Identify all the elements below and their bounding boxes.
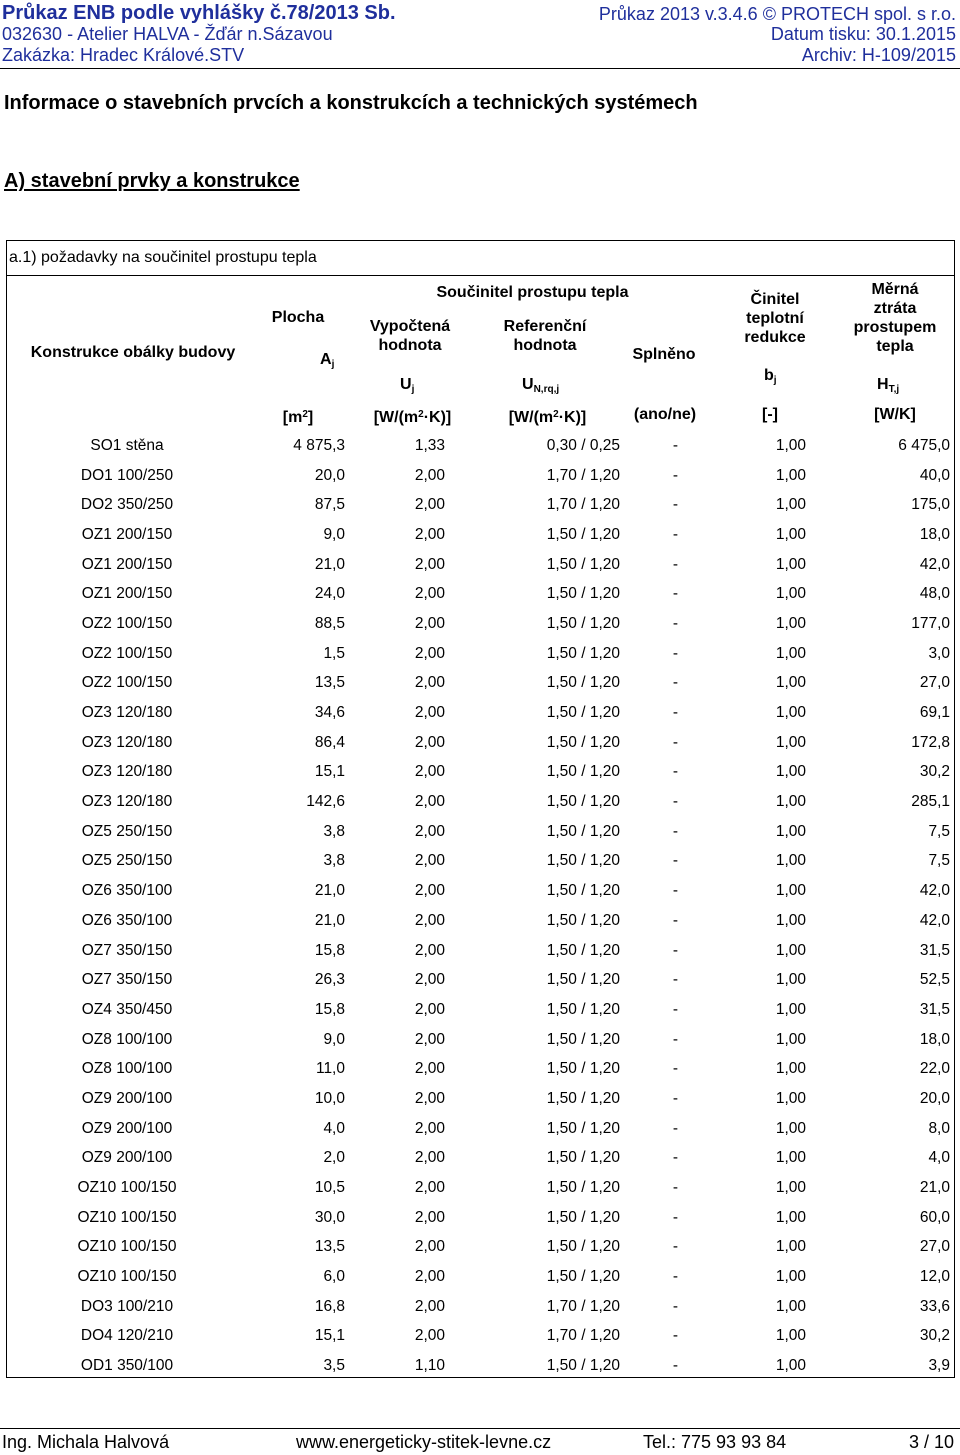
u-ref-cell: 1,50 / 1,20 — [546, 911, 620, 929]
area-cell: 9,0 — [323, 1030, 345, 1048]
area-cell: 13,5 — [314, 674, 345, 692]
loss-cell: 7,5 — [928, 852, 950, 870]
construction-cell: OZ6 350/100 — [81, 882, 173, 900]
area-cell: 26,3 — [314, 971, 345, 989]
table-row — [7, 817, 954, 847]
area-cell: 21,0 — [314, 555, 345, 573]
construction-cell: OD1 350/100 — [80, 1357, 174, 1375]
area-cell: 3,8 — [323, 852, 345, 870]
area-cell: 15,8 — [314, 1000, 345, 1018]
reduction-cell: 1,00 — [775, 733, 806, 751]
col-fulfilled: Splněno — [632, 346, 696, 363]
construction-cell: OZ6 350/100 — [81, 911, 173, 929]
unit-reduction: [-] — [762, 406, 778, 423]
u-calc-cell: 2,00 — [414, 1000, 445, 1018]
u-calc-cell: 2,00 — [414, 911, 445, 929]
area-cell: 2,0 — [323, 1149, 345, 1167]
u-ref-cell: 1,50 / 1,20 — [546, 1060, 620, 1078]
fulfilled-cell: - — [672, 614, 678, 632]
area-cell: 15,8 — [314, 941, 345, 959]
area-cell: 21,0 — [314, 882, 345, 900]
u-calc-cell: 2,00 — [414, 1089, 445, 1107]
area-cell: 86,4 — [314, 733, 345, 751]
fulfilled-cell: - — [672, 1238, 678, 1256]
construction-cell: OZ8 100/100 — [81, 1060, 173, 1078]
reduction-cell: 1,00 — [775, 763, 806, 781]
table-row — [7, 579, 954, 609]
construction-cell: DO2 350/250 — [80, 496, 174, 514]
reduction-cell: 1,00 — [775, 525, 806, 543]
fulfilled-cell: - — [672, 674, 678, 692]
reduction-cell: 1,00 — [775, 971, 806, 989]
archive-number: Archiv: H-109/2015 — [801, 45, 956, 65]
table-row — [7, 906, 954, 936]
construction-cell: OZ7 350/150 — [81, 971, 173, 989]
area-cell: 34,6 — [314, 704, 345, 722]
u-ref-cell: 1,50 / 1,20 — [546, 822, 620, 840]
fulfilled-cell: - — [672, 1327, 678, 1345]
area-cell: 10,5 — [314, 1179, 345, 1197]
unit-fulfilled: (ano/ne) — [633, 406, 697, 423]
area-cell: 16,8 — [314, 1297, 345, 1315]
area-cell: 4 875,3 — [293, 436, 345, 454]
construction-cell: OZ3 120/180 — [81, 704, 173, 722]
u-ref-cell: 1,50 / 1,20 — [546, 882, 620, 900]
u-ref-cell: 1,50 / 1,20 — [546, 941, 620, 959]
u-ref-cell: 1,50 / 1,20 — [546, 1179, 620, 1197]
table-row — [7, 1144, 954, 1174]
reduction-cell: 1,00 — [775, 1208, 806, 1226]
loss-cell: 27,0 — [919, 1238, 950, 1256]
u-calc-cell: 2,00 — [414, 466, 445, 484]
fulfilled-cell: - — [672, 555, 678, 573]
u-calc-cell: 2,00 — [414, 1327, 445, 1345]
fulfilled-cell: - — [672, 1297, 678, 1315]
table-row — [7, 669, 954, 699]
u-ref-cell: 0,30 / 0,25 — [546, 436, 620, 454]
fulfilled-cell: - — [672, 644, 678, 662]
fulfilled-cell: - — [672, 733, 678, 751]
construction-cell: OZ7 350/150 — [81, 941, 173, 959]
u-calc-cell: 1,10 — [414, 1357, 445, 1375]
reduction-cell: 1,00 — [775, 941, 806, 959]
loss-cell: 8,0 — [928, 1119, 950, 1137]
reduction-cell: 1,00 — [775, 793, 806, 811]
unit-area: $[m^2]$ — [282, 409, 314, 426]
u-ref-cell: 1,50 / 1,20 — [546, 1238, 620, 1256]
fulfilled-cell: - — [672, 941, 678, 959]
fulfilled-cell: - — [672, 971, 678, 989]
u-calc-cell: 2,00 — [414, 822, 445, 840]
loss-cell: 285,1 — [911, 793, 950, 811]
table-row — [7, 758, 954, 788]
reduction-cell: 1,00 — [775, 1357, 806, 1375]
table-row — [7, 1262, 954, 1292]
fulfilled-cell: - — [672, 763, 678, 781]
reduction-cell: 1,00 — [775, 1030, 806, 1048]
reduction-cell: 1,00 — [775, 1089, 806, 1107]
area-cell: 11,0 — [315, 1060, 345, 1078]
construction-cell: OZ10 100/150 — [77, 1238, 177, 1256]
u-ref-cell: 1,50 / 1,20 — [546, 971, 620, 989]
u-calc-cell: 2,00 — [414, 941, 445, 959]
construction-cell: OZ3 120/180 — [81, 733, 173, 751]
area-cell: 15,1 — [314, 763, 345, 781]
table-row — [7, 550, 954, 580]
u-ref-cell: 1,50 / 1,20 — [546, 733, 620, 751]
col-area-symbol: $A_j$ — [320, 351, 335, 370]
area-cell: 3,5 — [323, 1357, 345, 1375]
reduction-cell: 1,00 — [775, 704, 806, 722]
reduction-cell: 1,00 — [775, 436, 806, 454]
author-line: 032630 - Atelier HALVA - Žďár n.Sázavou — [2, 24, 333, 44]
table-row — [7, 490, 954, 520]
construction-cell: OZ4 350/450 — [81, 1000, 173, 1018]
col-construction: Konstrukce obálky budovy — [30, 344, 236, 361]
construction-cell: OZ1 200/150 — [81, 585, 173, 603]
area-cell: 1,5 — [323, 644, 345, 662]
table-row — [7, 876, 954, 906]
u-ref-cell: 1,50 / 1,20 — [546, 644, 620, 662]
table-row — [7, 847, 954, 877]
construction-cell: OZ10 100/150 — [77, 1268, 177, 1286]
loss-cell: 172,8 — [911, 733, 950, 751]
table-row — [7, 936, 954, 966]
u-ref-cell: 1,50 / 1,20 — [546, 852, 620, 870]
table-row — [7, 520, 954, 550]
u-calc-cell: 2,00 — [414, 1268, 445, 1286]
loss-cell: 175,0 — [911, 496, 950, 514]
col-u-ref-symbol: $U_{N,rq,j}$ — [522, 376, 560, 395]
reduction-cell: 1,00 — [775, 882, 806, 900]
loss-cell: 21,0 — [919, 1179, 950, 1197]
construction-cell: OZ9 200/100 — [81, 1149, 173, 1167]
u-calc-cell: 2,00 — [414, 763, 445, 781]
u-calc-cell: 2,00 — [414, 733, 445, 751]
loss-cell: 7,5 — [928, 822, 950, 840]
reduction-cell: 1,00 — [775, 585, 806, 603]
construction-cell: OZ8 100/100 — [81, 1030, 173, 1048]
document-title: Průkaz ENB podle vyhlášky č.78/2013 Sb. — [2, 2, 396, 24]
loss-cell: 6 475,0 — [898, 436, 950, 454]
u-ref-cell: 1,50 / 1,20 — [546, 763, 620, 781]
fulfilled-cell: - — [672, 852, 678, 870]
table-row — [7, 1114, 954, 1144]
table-row — [7, 1054, 954, 1084]
fulfilled-cell: - — [672, 1060, 678, 1078]
table-row — [7, 431, 954, 461]
footer-phone: Tel.: 775 93 93 84 — [643, 1432, 787, 1452]
loss-cell: 20,0 — [919, 1089, 950, 1107]
construction-cell: DO1 100/250 — [80, 466, 174, 484]
loss-cell: 31,5 — [919, 941, 950, 959]
loss-cell: 30,2 — [919, 763, 950, 781]
table-row — [7, 965, 954, 995]
fulfilled-cell: - — [672, 1000, 678, 1018]
u-ref-cell: 1,50 / 1,20 — [546, 1149, 620, 1167]
fulfilled-cell: - — [672, 436, 678, 454]
table-title-box — [6, 240, 955, 275]
u-ref-cell: 1,50 / 1,20 — [546, 1268, 620, 1286]
u-ref-cell: 1,70 / 1,20 — [546, 1327, 620, 1345]
u-calc-cell: 2,00 — [414, 585, 445, 603]
fulfilled-cell: - — [672, 882, 678, 900]
loss-cell: 48,0 — [919, 585, 950, 603]
fulfilled-cell: - — [672, 1119, 678, 1137]
loss-cell: 3,9 — [928, 1357, 950, 1375]
table-row — [7, 698, 954, 728]
area-cell: 15,1 — [314, 1327, 345, 1345]
construction-cell: DO3 100/210 — [80, 1297, 174, 1315]
construction-cell: OZ3 120/180 — [81, 763, 173, 781]
table-title: a.1) požadavky na součinitel prostupu tepla — [9, 249, 317, 266]
u-ref-cell: 1,50 / 1,20 — [546, 674, 620, 692]
reduction-cell: 1,00 — [775, 1060, 806, 1078]
area-cell: 142,6 — [306, 793, 345, 811]
construction-cell: OZ1 200/150 — [81, 525, 173, 543]
table-row — [7, 1203, 954, 1233]
u-ref-cell: 1,50 / 1,20 — [546, 1208, 620, 1226]
table-row — [7, 1351, 954, 1381]
table-row — [7, 787, 954, 817]
reduction-cell: 1,00 — [775, 644, 806, 662]
reduction-cell: 1,00 — [775, 852, 806, 870]
reduction-cell: 1,00 — [775, 1327, 806, 1345]
fulfilled-cell: - — [672, 466, 678, 484]
u-calc-cell: 2,00 — [414, 1149, 445, 1167]
col-u-group: Součinitel prostupu tepla — [436, 284, 629, 301]
u-calc-cell: 2,00 — [414, 1030, 445, 1048]
table-row — [7, 609, 954, 639]
u-ref-cell: 1,50 / 1,20 — [546, 614, 620, 632]
construction-cell: OZ1 200/150 — [81, 555, 173, 573]
reduction-cell: 1,00 — [775, 1000, 806, 1018]
construction-cell: OZ2 100/150 — [81, 644, 173, 662]
unit-loss: [W/K] — [874, 406, 916, 423]
reduction-cell: 1,00 — [775, 1149, 806, 1167]
print-date: Datum tisku: 30.1.2015 — [770, 24, 956, 44]
u-calc-cell: 2,00 — [414, 793, 445, 811]
unit-u-calc: $[W/(m^2\cdot K)]$ — [373, 409, 452, 426]
reduction-cell: 1,00 — [775, 674, 806, 692]
u-ref-cell: 1,50 / 1,20 — [546, 1089, 620, 1107]
table-row — [7, 461, 954, 491]
area-cell: 20,0 — [314, 466, 345, 484]
table-row — [7, 1084, 954, 1114]
footer-website: www.energeticky-stitek-levne.cz — [296, 1432, 552, 1452]
construction-cell: OZ9 200/100 — [81, 1119, 173, 1137]
footer-page-number: 3 / 10 — [908, 1432, 954, 1452]
reduction-cell: 1,00 — [775, 614, 806, 632]
area-cell: 3,8 — [323, 822, 345, 840]
u-ref-cell: 1,70 / 1,20 — [546, 1297, 620, 1315]
u-ref-cell: 1,50 / 1,20 — [546, 704, 620, 722]
construction-cell: OZ5 250/150 — [81, 822, 173, 840]
construction-cell: OZ10 100/150 — [77, 1179, 177, 1197]
u-ref-cell: 1,50 / 1,20 — [546, 1119, 620, 1137]
construction-cell: SO1 stěna — [90, 436, 164, 454]
u-ref-cell: 1,50 / 1,20 — [546, 525, 620, 543]
col-u-ref: Referenční hodnota — [503, 318, 587, 354]
fulfilled-cell: - — [672, 1268, 678, 1286]
reduction-cell: 1,00 — [775, 1268, 806, 1286]
u-ref-cell: 1,50 / 1,20 — [546, 1030, 620, 1048]
loss-cell: 42,0 — [919, 882, 950, 900]
u-ref-cell: 1,50 / 1,20 — [546, 1000, 620, 1018]
header-divider — [0, 68, 960, 69]
project-name: Zakázka: Hradec Králové.STV — [2, 45, 245, 65]
area-cell: 88,5 — [314, 614, 345, 632]
table-row — [7, 1025, 954, 1055]
construction-cell: OZ2 100/150 — [81, 674, 173, 692]
u-calc-cell: 2,00 — [414, 496, 445, 514]
construction-cell: OZ3 120/180 — [81, 793, 173, 811]
reduction-cell: 1,00 — [775, 1119, 806, 1137]
table-row — [7, 995, 954, 1025]
construction-cell: DO4 120/210 — [80, 1327, 174, 1345]
table-row — [7, 1292, 954, 1322]
section-heading: Informace o stavebních prvcích a konstrukcích a technických systémech — [4, 92, 698, 114]
table-row — [7, 1233, 954, 1263]
col-area: Plocha — [271, 309, 325, 326]
col-reduction: Činitel teplotní redukce — [744, 291, 806, 346]
u-ref-cell: 1,50 / 1,20 — [546, 585, 620, 603]
loss-cell: 22,0 — [919, 1060, 950, 1078]
fulfilled-cell: - — [672, 525, 678, 543]
area-cell: 6,0 — [323, 1268, 345, 1286]
reduction-cell: 1,00 — [775, 1238, 806, 1256]
loss-cell: 4,0 — [928, 1149, 950, 1167]
u-ref-cell: 1,70 / 1,20 — [546, 496, 620, 514]
fulfilled-cell: - — [672, 585, 678, 603]
area-cell: 21,0 — [314, 911, 345, 929]
loss-cell: 30,2 — [919, 1327, 950, 1345]
footer-divider — [0, 1428, 960, 1429]
fulfilled-cell: - — [672, 496, 678, 514]
reduction-cell: 1,00 — [775, 466, 806, 484]
loss-cell: 177,0 — [911, 614, 950, 632]
u-calc-cell: 2,00 — [414, 525, 445, 543]
loss-cell: 42,0 — [919, 911, 950, 929]
fulfilled-cell: - — [672, 1357, 678, 1375]
fulfilled-cell: - — [672, 1149, 678, 1167]
area-cell: 13,5 — [314, 1238, 345, 1256]
u-calc-cell: 2,00 — [414, 1297, 445, 1315]
table-row — [7, 639, 954, 669]
u-ref-cell: 1,70 / 1,20 — [546, 466, 620, 484]
fulfilled-cell: - — [672, 1030, 678, 1048]
area-cell: 4,0 — [323, 1119, 345, 1137]
fulfilled-cell: - — [672, 793, 678, 811]
fulfilled-cell: - — [672, 1089, 678, 1107]
fulfilled-cell: - — [672, 911, 678, 929]
u-ref-cell: 1,50 / 1,20 — [546, 555, 620, 573]
fulfilled-cell: - — [672, 1179, 678, 1197]
area-cell: 87,5 — [314, 496, 345, 514]
construction-cell: OZ5 250/150 — [81, 852, 173, 870]
loss-cell: 42,0 — [919, 555, 950, 573]
table-row — [7, 1173, 954, 1203]
requirements-table-body — [7, 431, 954, 1381]
construction-cell: OZ10 100/150 — [77, 1208, 177, 1226]
u-calc-cell: 2,00 — [414, 555, 445, 573]
u-calc-cell: 2,00 — [414, 1238, 445, 1256]
u-ref-cell: 1,50 / 1,20 — [546, 793, 620, 811]
u-calc-cell: 2,00 — [414, 971, 445, 989]
reduction-cell: 1,00 — [775, 1179, 806, 1197]
u-calc-cell: 2,00 — [414, 1060, 445, 1078]
loss-cell: 18,0 — [919, 1030, 950, 1048]
area-cell: 24,0 — [314, 585, 345, 603]
table-row — [7, 1322, 954, 1352]
area-cell: 9,0 — [323, 525, 345, 543]
u-ref-cell: 1,50 / 1,20 — [546, 1357, 620, 1375]
u-calc-cell: 2,00 — [414, 704, 445, 722]
loss-cell: 12,0 — [919, 1268, 950, 1286]
construction-cell: OZ2 100/150 — [81, 614, 173, 632]
loss-cell: 18,0 — [919, 525, 950, 543]
reduction-cell: 1,00 — [775, 822, 806, 840]
software-version: Průkaz 2013 v.3.4.6 © PROTECH spol. s r.o. — [598, 4, 956, 24]
u-calc-cell: 2,00 — [414, 1208, 445, 1226]
table-row — [7, 728, 954, 758]
loss-cell: 69,1 — [919, 704, 950, 722]
footer-engineer: Ing. Michala Halvová — [2, 1432, 170, 1452]
reduction-cell: 1,00 — [775, 496, 806, 514]
loss-cell: 27,0 — [919, 674, 950, 692]
reduction-cell: 1,00 — [775, 911, 806, 929]
col-u-calc-symbol: $U_j$ — [400, 376, 415, 395]
col-reduction-symbol: $b_j$ — [764, 367, 777, 386]
u-calc-cell: 2,00 — [414, 614, 445, 632]
col-u-calc: Vypočtená hodnota — [369, 318, 451, 354]
reduction-cell: 1,00 — [775, 555, 806, 573]
u-calc-cell: 2,00 — [414, 1119, 445, 1137]
loss-cell: 40,0 — [919, 466, 950, 484]
loss-cell: 60,0 — [919, 1208, 950, 1226]
section-subheading: A) stavební prvky a konstrukce — [4, 170, 300, 192]
construction-cell: OZ9 200/100 — [81, 1089, 173, 1107]
col-loss-symbol: $H_{T,j}$ — [877, 376, 900, 395]
fulfilled-cell: - — [672, 1208, 678, 1226]
loss-cell: 31,5 — [919, 1000, 950, 1018]
loss-cell: 52,5 — [919, 971, 950, 989]
unit-u-ref: $[W/(m^2\cdot K)]$ — [508, 409, 587, 426]
col-loss: Měrná ztráta prostupem tepla — [853, 281, 937, 355]
u-calc-cell: 2,00 — [414, 644, 445, 662]
u-calc-cell: 2,00 — [414, 882, 445, 900]
loss-cell: 33,6 — [919, 1297, 950, 1315]
fulfilled-cell: - — [672, 822, 678, 840]
loss-cell: 3,0 — [928, 644, 950, 662]
reduction-cell: 1,00 — [775, 1297, 806, 1315]
u-calc-cell: 2,00 — [414, 852, 445, 870]
area-cell: 10,0 — [314, 1089, 345, 1107]
area-cell: 30,0 — [314, 1208, 345, 1226]
u-calc-cell: 1,33 — [414, 436, 445, 454]
fulfilled-cell: - — [672, 704, 678, 722]
u-calc-cell: 2,00 — [414, 674, 445, 692]
u-calc-cell: 2,00 — [414, 1179, 445, 1197]
